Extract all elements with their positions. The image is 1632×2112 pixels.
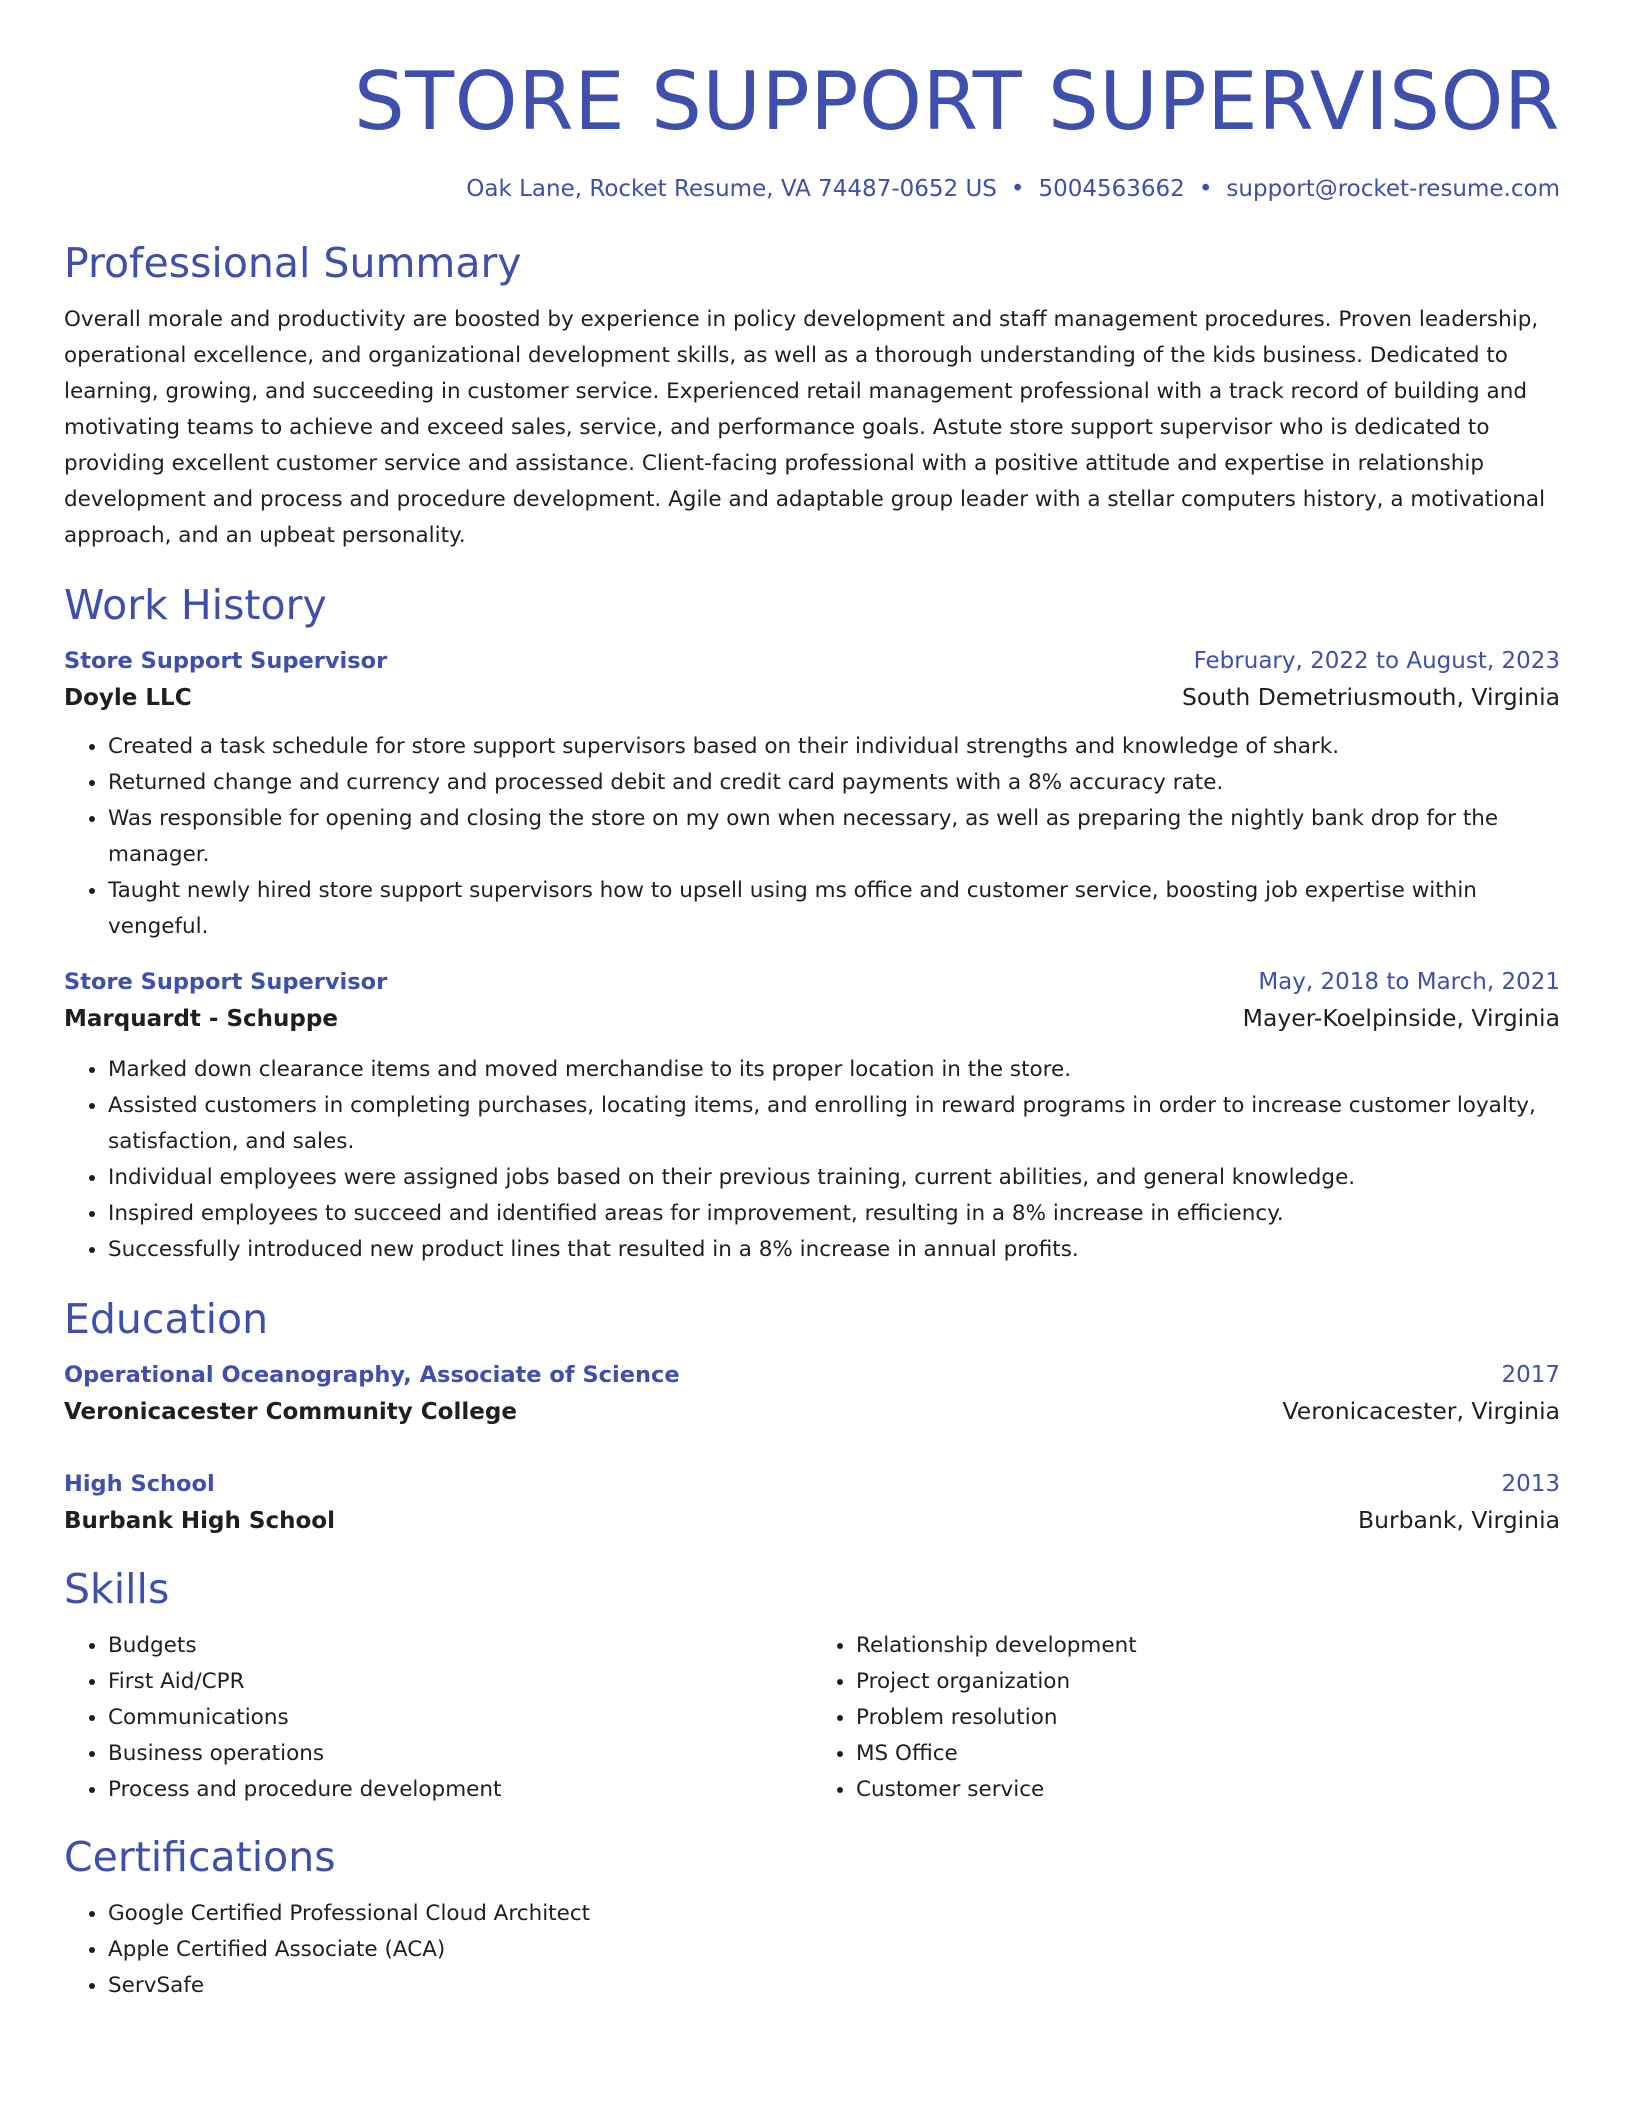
education-entry [64, 1358, 1560, 1431]
resume-page [64, 0, 1560, 2004]
list-item: • Assisted customers in completing purchases, locating items, and enrolling in reward programs in order to increase customer loyalty, satisfaction, and sales. [108, 1088, 1560, 1160]
job-location: Mayer-Koelpinside, Virginia [1242, 1004, 1560, 1032]
contact-phone: 5004563662 [1038, 176, 1185, 202]
job-entry [64, 965, 1560, 1268]
list-item: • Business operations [108, 1736, 812, 1772]
education-location: Veronicacester, Virginia [1282, 1397, 1560, 1425]
summary-text: Overall morale and productivity are boosted by experience in policy development and staff management procedures. Proven leadership, operational excellence, and organizational development skills, as well as a thorough understanding of the kids business. Dedicated to learning, growing, and succeeding in customer service. Experienced retail management professional with a track record of building and motivating teams to achieve and exceed sales, service, and performance goals. Astute store support supervisor who is dedicated to providing excellent customer service and assistance. Client-facing professional with a positive attitude and expertise in relationship development and process and procedure development. Agile and adaptable group leader with a stellar computers history, a motivational approach, and an upbeat personality. [64, 307, 1546, 548]
skills-list-left [64, 1628, 812, 1808]
work-history-heading: Work History [64, 581, 327, 629]
education-degree: High School [64, 1471, 215, 1497]
education-heading: Education [64, 1295, 269, 1343]
list-item: • ServSafe [108, 1968, 1560, 2004]
certifications-list [64, 1896, 1560, 2004]
list-item: • Returned change and currency and processed debit and credit card payments with a 8% accuracy rate. [108, 765, 1560, 801]
contact-address: Oak Lane, Rocket Resume, VA 74487-0652 US [466, 176, 997, 202]
job-bullets [64, 1052, 1560, 1268]
job-title: Store Support Supervisor [64, 648, 388, 674]
education-school-row [64, 1392, 1560, 1431]
resume-name: STORE SUPPORT SUPERVISOR [353, 55, 1560, 148]
education-year: 2017 [1501, 1362, 1560, 1388]
education-header-row [64, 1467, 1560, 1501]
job-title: Store Support Supervisor [64, 969, 388, 995]
education-school: Veronicacester Community College [64, 1399, 517, 1425]
list-item: • Marked down clearance items and moved merchandise to its proper location in the store. [108, 1052, 1560, 1088]
job-dates: May, 2018 to March, 2021 [1258, 969, 1560, 995]
list-item: • MS Office [856, 1736, 1560, 1772]
job-dates: February, 2022 to August, 2023 [1193, 648, 1560, 674]
education-year: 2013 [1501, 1471, 1560, 1497]
list-item: • First Aid/CPR [108, 1664, 812, 1700]
list-item: • Taught newly hired store support supervisors how to upsell using ms office and customer service, boosting job expertise within vengeful. [108, 873, 1560, 945]
education-header-row [64, 1358, 1560, 1392]
job-company-row [64, 999, 1560, 1038]
job-bullets [64, 729, 1560, 945]
list-item: • Problem resolution [856, 1700, 1560, 1736]
education-entry [64, 1467, 1560, 1540]
list-item: • Apple Certified Associate (ACA) [108, 1932, 1560, 1968]
list-item: • Budgets [108, 1628, 812, 1664]
list-item: • Communications [108, 1700, 812, 1736]
summary-heading: Professional Summary [64, 239, 522, 287]
skills-heading: Skills [64, 1565, 170, 1613]
list-item: • Project organization [856, 1664, 1560, 1700]
contact-separator: • [1198, 176, 1213, 202]
skills-list-right [812, 1628, 1560, 1808]
education-location: Burbank, Virginia [1357, 1506, 1560, 1534]
list-item: • Individual employees were assigned jobs based on their previous training, current abilities, and general knowledge. [108, 1160, 1560, 1196]
job-header-row [64, 644, 1560, 678]
contact-line [64, 174, 1560, 204]
list-item: • Successfully introduced new product lines that resulted in a 8% increase in annual profits. [108, 1232, 1560, 1268]
list-item: • Process and procedure development [108, 1772, 812, 1808]
contact-separator: • [1010, 176, 1025, 202]
job-location: South Demetriusmouth, Virginia [1181, 683, 1560, 711]
list-item: • Customer service [856, 1772, 1560, 1808]
job-header-row [64, 965, 1560, 999]
education-degree: Operational Oceanography, Associate of Science [64, 1362, 680, 1388]
job-company: Marquardt - Schuppe [64, 1006, 338, 1032]
certifications-heading: Certifications [64, 1833, 336, 1881]
job-company: Doyle LLC [64, 685, 192, 711]
job-entry [64, 644, 1560, 945]
list-item: • Was responsible for opening and closing the store on my own when necessary, as well as preparing the nightly bank drop for the manager. [108, 801, 1560, 873]
skills-columns [64, 1628, 1560, 1808]
education-school-row [64, 1501, 1560, 1540]
list-item: • Created a task schedule for store support supervisors based on their individual strengths and knowledge of shark. [108, 729, 1560, 765]
list-item: • Relationship development [856, 1628, 1560, 1664]
list-item: • Google Certified Professional Cloud Architect [108, 1896, 1560, 1932]
contact-email[interactable]: support@rocket-resume.com [1226, 176, 1560, 202]
job-company-row [64, 678, 1560, 717]
list-item: • Inspired employees to succeed and identified areas for improvement, resulting in a 8% increase in efficiency. [108, 1196, 1560, 1232]
education-school: Burbank High School [64, 1508, 335, 1534]
